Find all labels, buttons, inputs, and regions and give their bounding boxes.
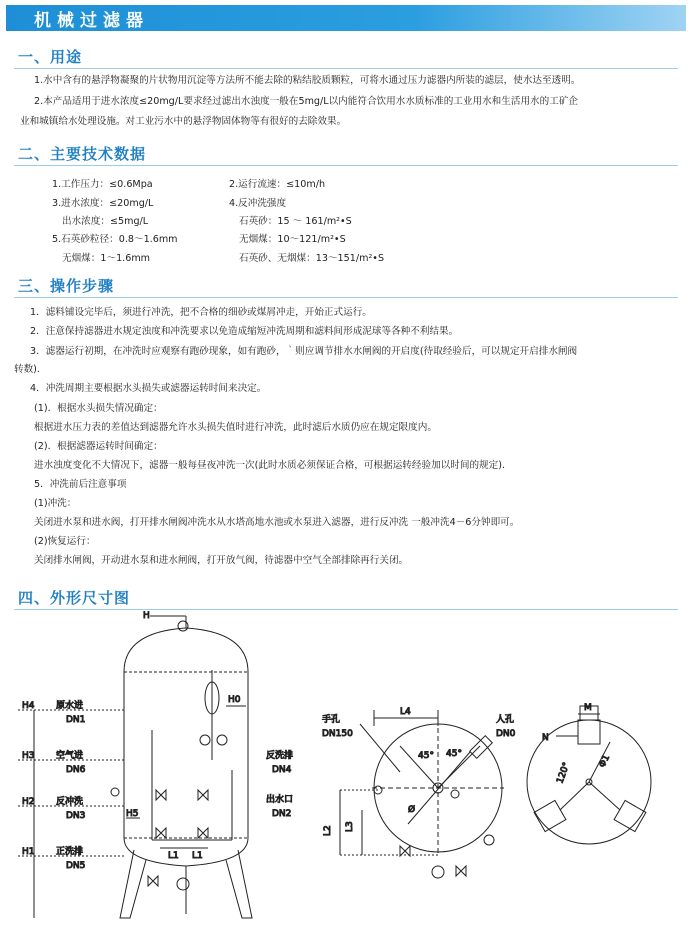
step-line: 关闭进水泵和进水阀，打开排水闸阀冲洗水从水塔高地水池或水泵进入滤器，进行反冲洗 一般冲洗4－6分钟即可。 — [34, 517, 520, 528]
step-line: 进水浊度变化不大情况下，滤器一般每昼夜冲洗一次(此时水质必须保证合格，可根据运转经验加以时间的规定)． — [34, 460, 512, 471]
step-line: (1)冲洗： — [34, 498, 77, 509]
vessel-side-view — [18, 616, 252, 918]
step-line: 1．滤料铺设完毕后，须进行冲洗，把不合格的细砂或煤屑冲走，开始正式运行。 — [30, 307, 372, 318]
label-l4: L4 — [400, 707, 411, 717]
label-m: M — [584, 703, 592, 713]
section-title-steps: 三、操作步骤 — [18, 277, 115, 295]
label-raw-in: 原水进 — [56, 701, 84, 711]
divider — [14, 297, 678, 298]
usage-line-3: 业和城镇给水处理设施。对工业污水中的悬浮物固体物等有很好的去除效果。 — [20, 116, 347, 127]
label-angle-45b: 45° — [446, 749, 462, 759]
label-fwd-dn: DN5 — [66, 861, 86, 871]
divider — [14, 165, 678, 166]
step-line: 2．注意保持滤器进水规定浊度和冲洗要求以免造成缩短冲洗周期和滤料间形成泥球等各种不利结果。 — [30, 326, 459, 337]
label-n: N — [542, 733, 549, 743]
label-air-dn: DN6 — [66, 765, 86, 775]
step-line: (1)．根据水头损失情况确定： — [34, 403, 163, 414]
label-l1-a: L1 — [168, 851, 179, 861]
spec-right-3: 石英砂：15 ～ 161/m²•S — [239, 216, 352, 227]
label-angle-45a: 45° — [418, 751, 434, 761]
spec-right-5: 石英砂、无烟煤：13～151/m²•S — [239, 253, 385, 264]
label-bw-drain: 反洗排 — [266, 751, 294, 761]
section-title-usage: 一、用途 — [18, 48, 83, 66]
label-raw-dn: DN1 — [66, 715, 86, 725]
label-manhole-dn: DN150 — [322, 729, 353, 739]
step-line: (2)．根据滤器运转时间确定： — [34, 441, 163, 452]
spec-right-4: 无烟煤：10～121/m²•S — [239, 234, 346, 245]
spec-right-1: 2.运行流速：≤10m/h — [229, 179, 326, 190]
spec-left-2: 3.进水浓度：≤20mg/L — [52, 198, 154, 209]
page-title: 机械过滤器 — [34, 11, 149, 31]
spec-left-4: 5.石英砂粒径：0.8～1.6mm — [52, 234, 178, 245]
label-bw-dn: DN4 — [272, 765, 292, 775]
bottom-plate-view — [527, 706, 651, 844]
spec-right-2: 4.反冲洗强度 — [229, 198, 287, 209]
label-h2: H2 — [22, 797, 35, 807]
spec-left-1: 1.工作压力：≤0.6Mpa — [52, 179, 153, 190]
vessel-plan-view — [340, 710, 504, 878]
label-h: H — [143, 611, 150, 621]
header-bar — [0, 0, 692, 34]
label-person-hole: 人孔 — [496, 715, 515, 725]
label-h4: H4 — [22, 701, 35, 711]
section-title-dimensions: 四、外形尺寸图 — [18, 589, 131, 607]
label-h1: H1 — [22, 847, 35, 857]
step-line: 转数)． — [14, 364, 47, 375]
label-l1-b: L1 — [192, 851, 203, 861]
label-outlet: 出水口 — [266, 795, 294, 805]
label-fwd-drain: 正洗排 — [56, 847, 84, 857]
label-phi1: Φ1 — [597, 753, 613, 770]
label-back-wash: 反冲洗 — [56, 797, 84, 807]
label-l3: L3 — [345, 821, 355, 832]
step-line: 5．冲洗前后注意事项 — [34, 479, 127, 490]
spec-left-3: 出水浓度：≤5mg/L — [62, 216, 149, 227]
usage-line-2: 2.本产品适用于进水浓度≤20mg/L要求经过滤出水浊度一般在5mg/L以内能符合饮用水水质标准的工业用水和生活用水的工矿企 — [34, 96, 579, 107]
label-h5: H5 — [126, 809, 139, 819]
label-l2: L2 — [323, 825, 333, 836]
step-line: 关闭排水闸阀，开动进水泵和进水闸阀，打开放气阀，待滤器中空气全部排除再行关闭。 — [34, 555, 409, 566]
step-line: 3．滤器运行初期，在冲洗时应观察有跑砂现象，如有跑砂，｀则应调节排水水闸阀的开启度(待取经验后，可以规定开启排水闸阀 — [30, 346, 578, 357]
spec-left-5: 无烟煤：1～1.6mm — [62, 253, 151, 264]
label-back-dn: DN3 — [66, 811, 86, 821]
label-phi: Ø — [408, 805, 416, 815]
step-line: (2)恢复运行： — [34, 536, 96, 547]
divider — [14, 68, 678, 69]
dimension-drawing — [0, 610, 692, 928]
step-line: 根据进水压力表的差值达到滤器允许水头损失值时进行冲洗，此时滤后水质仍应在规定限度内。 — [34, 422, 437, 433]
label-120: 120° — [555, 761, 573, 786]
label-h0: H0 — [228, 695, 241, 705]
label-h3: H3 — [22, 751, 35, 761]
label-air-in: 空气进 — [56, 751, 84, 761]
usage-line-1: 1.水中含有的悬浮物凝聚的片状物用沉淀等方法所不能去除的粘结胶质颗粒，可将水通过压力滤器内所装的滤层，使水达至透明。 — [34, 75, 581, 86]
label-outlet-dn: DN2 — [272, 809, 292, 819]
label-manhole: 手孔 — [322, 715, 341, 725]
label-person-dn: DN0 — [496, 729, 516, 739]
step-line: 4．冲洗周期主要根据水头损失或滤器运转时间来决定。 — [30, 383, 267, 394]
section-title-specs: 二、主要技术数据 — [18, 145, 147, 163]
